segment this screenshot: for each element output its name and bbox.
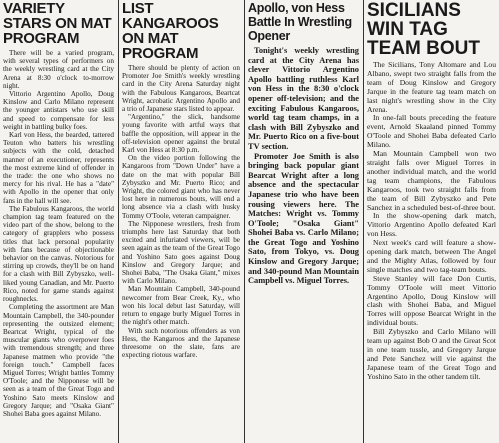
- headline-variety-stars: VARIETY STARS ON MAT PROGRAM: [3, 0, 112, 47]
- column-list-kangaroos: [119, 0, 243, 443]
- paragraph: The Fabulous Kangaroos, the world champion tag team featured on the video part of the show, belong to the category of grapplers who possess titles that lack personal popularity with fans because of objectionable behavior on the canvas. Notorious for stirring up crowds, they'll be on hand for a clash with Bill Zybyszko, well-liked young Canadian, and Mr. Puerto Rico, noted for game stands against roughnecks.: [3, 204, 114, 304]
- paragraph: In one-fall bouts preceding the feature event, Arnold Skaaland pinned Tommy O'Toole and Shohei Baba defeated Carlo Milano.: [367, 113, 496, 150]
- paragraph: Completing the assortment are Man Mountain Campbell, the 340-pounder representing the outsized element; Beartcat Wright, typical of the muscular giants who overpower foes with tremendous strength; and three Japanese matmen who provide "the foreign touch." Campbell faces Miguel Torres; Wright battles Tommy O'Toole; and the Nipponese will be seen as a team of the Great Togo and Yoshino Sato meets Kinslow and Gregory Jarque; and "Osaka Giant" Shohei Baba goes against Milano.: [3, 303, 114, 418]
- paragraph: On the video portion following the Kangaroos from "Down Under" have a date on the mat with popular Bill Zybyszko and Mr. Puerto Rico; and Wright, the colored giant who has never lost here in numerous bouts, will end a long absence via a clash with husky Tommy O'Toole, veteran campaigner.: [122, 154, 240, 220]
- paragraph: The Nipponese wrestlers, fresh from triumphs here last Saturday that both excited and infuriated viewers, will be seen again as the team of the Great Togo and Yoshino Sato goes against Doug Kinslow and Gregory Jarque; and Shohei Baba, "The Osaka Giant," mixes with Carlo Milano.: [122, 219, 240, 286]
- article-apollo-von-hess: [248, 46, 359, 286]
- article-sicilians-win: [367, 61, 496, 382]
- paragraph: There should be plenty of action on Promoter Joe Smith's weekly wrestling card in the City Arena Saturday night with the Fabulous Kangaroos, Beartcat Wright, acrobatic Argentino Apollo and a trio of Japanese stars listed to appear.: [122, 64, 240, 114]
- paragraph: Man Mountain Campbell, 340-pound newcomer from Bear Creek, Ky., who won his local debut last Saturday, will return to engage burly Miguel Torres in the night's other match.: [122, 285, 240, 327]
- headline-sicilians-win: SICILIANS WIN TAG TEAM BOUT: [367, 0, 480, 59]
- headline-apollo-von-hess: Apollo, von Hess Battle In Wrestling Opener: [248, 1, 352, 43]
- paragraph: There will be a varied program, with several types of performers on the weekly wrestling card at the City Arena at 8:30 o'clock to-morrow night.: [3, 49, 114, 90]
- paragraph: In the show-opening dark match, Vittorio Argentino Apollo defeated Karl von Hess.: [367, 211, 496, 239]
- headline-list-kangaroos: LIST KANGAROOS ON MAT PROGRAM: [122, 0, 219, 62]
- paragraph: Karl von Hess, the bearded, tattered Teuton who batters his wrestling subjects with the cold, detached manner of an executioner, represents the most extreme kind of offender in the trade: the one who shows no mercy for his rival. He has a "date" with Apollo in the opener that only fans in the hall will see.: [3, 131, 114, 205]
- column-apollo-von-hess: [245, 0, 362, 443]
- paragraph: Man Mountain Campbell won two straight falls over Miguel Torres in another individual match, and the world tag team champions, the Fabulous Kangaroos, took two straight falls from the team of Bill Zybyszko and Pete Sanchez in a scheduled best-of-three bout.: [367, 149, 496, 212]
- paragraph: Tonight's weekly wrestling card at the City Arena has clever Vittorio Argentino Apollo battling ruthless Karl von Hess in the 8:30 o'clock opener off-television; and the exciting Fabulous Kangaroos, world tag team champs, in a clash with Bill Zybyszko and Mr. Puerto Rico on a five-bout TV section.: [248, 46, 359, 151]
- article-variety-stars: [3, 49, 114, 418]
- paragraph: Bill Zybyszko and Carlo Milano will team up against Bob O and the Great Scot in one team tussle, and Gregory Jarque and Pete Sanchez will vie against the Japanese team of the Great Togo and Yoshino Sato in the other tandem tilt.: [367, 327, 496, 381]
- column-sicilians-win: [364, 0, 499, 443]
- column-variety-stars: [0, 0, 117, 443]
- paragraph: Steve Stanley will face Don Curtis, Tommy O'Toole will meet Vittorio Argentino Apollo, Doug Kinslow will clash with Shohei Baba, and Miguel Torres will oppose Bearcat Wright in the individual bouts.: [367, 273, 496, 328]
- paragraph: Vittorio Argentino Apollo, Doug Kinslow and Carlo Milano represent the younger antistars who use skill and speed to compensate for less weight in battling bulky foes.: [3, 90, 114, 131]
- article-list-kangaroos: [122, 64, 240, 359]
- paragraph: With such notorious offenders as von Hess, the Kangaroos and the Japanese threesome on the slate, fans are expecting riotous warfare.: [122, 326, 240, 360]
- paragraph: The Sicilians, Tony Altomare and Lou Albano, swept two straight falls from the team of Doug Kinslow and Gregory Jarque in the feature tag team match on last night's wrestling show in the City Arena.: [367, 60, 496, 114]
- paragraph: Next week's card will feature a show-opening dark match, between The Angel and the Mighty Atlas, followed by four single matches and two tag-team bouts.: [367, 238, 496, 274]
- paragraph: "Argentino," the slick, handsome young favorite with artful ways that baffle the opposition, will appear in the off-television opener against the brutal Karl von Hess at 8:30 p.m.: [122, 113, 240, 155]
- paragraph: Promoter Joe Smith is also bringing back popular giant Bearcat Wright after a long absence and the spectacular Japanese trio who have been rousing viewers here. The Matches: Wright vs. Tommy O'Toole; "Osaka Giant" Shohei Baba vs. Carlo Milano; the Great Togo and Yoshino Sato, from Tokyo, vs. Doug Kinslow and Gregory Jarque; and 340-pound Man Mountain Campbell vs. Miguel Torres.: [248, 151, 359, 286]
